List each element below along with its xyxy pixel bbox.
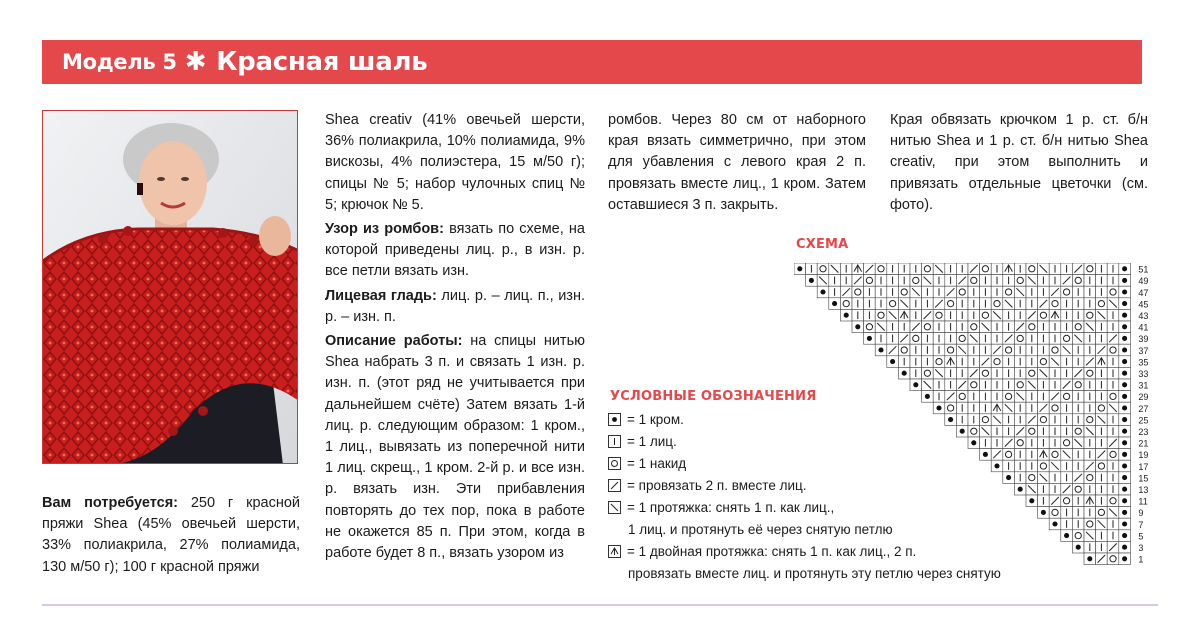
chart-row-number: 11 xyxy=(1138,496,1148,507)
chart-row-number: 15 xyxy=(1138,473,1149,484)
chart-row-number: 41 xyxy=(1138,322,1149,333)
chart-row-number: 31 xyxy=(1138,380,1149,391)
chart-row xyxy=(922,391,1131,403)
legend-text: = 1 лиц. xyxy=(627,433,677,449)
instructions-column-4 xyxy=(890,110,1148,219)
legend xyxy=(608,408,1048,584)
chart-row-number: 49 xyxy=(1138,276,1149,287)
chart-row xyxy=(875,344,1130,356)
legend-text: 1 лиц. и протянуть её через снятую петлю xyxy=(628,521,893,537)
pattern-text: вязать по схеме, на которой приведены лиц. р., в изн. р. все петли вязать изн. xyxy=(325,221,585,280)
chart-row-number: 23 xyxy=(1138,427,1149,437)
legend-item xyxy=(608,562,1048,584)
chart-row-number: 33 xyxy=(1138,369,1149,379)
k2tog-icon xyxy=(608,479,621,492)
legend-item xyxy=(608,430,1048,452)
chart-row xyxy=(817,286,1130,298)
chart-row xyxy=(1049,518,1130,530)
chart-row-number: 37 xyxy=(1138,345,1149,356)
star-icon: ✱ xyxy=(184,47,207,77)
chart-row xyxy=(898,367,1130,379)
yarn-over-icon xyxy=(608,457,621,470)
stockinette-text: лиц. р. – лиц. п., изн. р. – изн. п. xyxy=(325,287,585,325)
chart-row-number: 7 xyxy=(1138,519,1144,530)
chart-row-number: 21 xyxy=(1138,438,1149,449)
instructions-column-3 xyxy=(608,110,866,219)
chart-row-number: 25 xyxy=(1138,415,1149,426)
ssk-icon xyxy=(608,501,621,514)
schema-title: СХЕМА xyxy=(796,237,849,252)
chart-row-number: 9 xyxy=(1138,508,1144,519)
chart-row xyxy=(794,263,1130,275)
woman-in-red-shawl-photo xyxy=(42,110,298,464)
legend-text: провязать вместе лиц. и протянуть эту петлю через снятую xyxy=(628,565,1001,581)
pattern-label: Узор из ромбов: xyxy=(325,221,444,238)
legend-text: = 1 накид xyxy=(627,455,687,471)
chart-row xyxy=(887,356,1131,368)
model-number: Модель 5 xyxy=(62,50,177,74)
chart-row-number: 35 xyxy=(1138,357,1149,368)
legend-text: = провязать 2 п. вместе лиц. xyxy=(627,477,807,493)
chart-row-number: 43 xyxy=(1138,311,1149,321)
description-label: Описание работы: xyxy=(325,333,463,350)
chart-row xyxy=(1072,541,1130,553)
header-banner xyxy=(42,40,1142,84)
chart-row xyxy=(1084,553,1130,565)
legend-title: УСЛОВНЫЕ ОБОЗНАЧЕНИЯ xyxy=(610,389,817,404)
chart-row-number: 13 xyxy=(1138,485,1149,495)
legend-text: = 1 двойная протяжка: снять 1 п. как лиц., 2 п. xyxy=(627,543,917,559)
instructions-column-2 xyxy=(325,110,585,567)
legend-item xyxy=(608,474,1048,496)
materials-text: Shea creativ (41% овечьей шерсти, 36% полиакрила, 10% полиамида, 9% вискозы, 4% полиэстера, 15 м/50 г); спицы № 5; набор чулочных спиц № 5; крючок № 5. xyxy=(325,112,585,213)
chart-row-number: 29 xyxy=(1138,392,1149,403)
needs-text: 250 г красной пряжи Shea (45% овечьей шерсти, 33% полиакрила, 27% полиамида, 130 м/50 г); 100 г красной пряжи xyxy=(42,495,300,575)
stockinette-label: Лицевая гладь: xyxy=(325,287,437,304)
chart-row-number: 51 xyxy=(1138,264,1149,275)
legend-item xyxy=(608,408,1048,430)
chart-row-number: 27 xyxy=(1138,403,1149,414)
chart-row xyxy=(852,321,1130,333)
double-decrease-icon xyxy=(608,545,621,558)
bottom-divider xyxy=(42,604,1158,606)
continuation-text: ромбов. Через 80 см от наборного края вязать симметрично, при этом для убавления с левого края 2 п. провязать вместе лиц., 1 кром. Затем оставшиеся 3 п. закрыть. xyxy=(608,112,866,213)
legend-item xyxy=(608,518,1048,540)
chart-row-number: 17 xyxy=(1138,461,1149,472)
chart-row xyxy=(829,298,1131,310)
chart-row-number: 1 xyxy=(1138,554,1144,565)
chart-row xyxy=(840,309,1130,321)
chart-row xyxy=(864,333,1131,345)
page-title: Красная шаль xyxy=(216,47,428,77)
edge-stitch-icon xyxy=(608,413,621,426)
materials-column-1 xyxy=(42,493,300,581)
legend-item xyxy=(608,540,1048,562)
chart-row xyxy=(1061,530,1131,542)
chart-row-number: 39 xyxy=(1138,334,1149,345)
description-text: на спицы нитью Shea набрать 3 п. и связать 1 изн. р. изн. п. (этот ряд не учитывается при дальнейшем счёте) Затем вязать 1-й лиц. р. следующим образом: 1 кром., 1 лиц., вывязать из поперечной нити 1 лиц. скрещ., 1 кром. 2-й р. и все изн. р. вязать изн. Эти прибавления повторять до тех пор, пока в работе не окажется 85 п. При этом, когда в работе будет 8 п., вязать узором из xyxy=(325,333,585,562)
chart-row-number: 47 xyxy=(1138,287,1149,298)
chart-row-number: 3 xyxy=(1138,543,1144,553)
chart-row xyxy=(806,275,1131,287)
chart-row-number: 5 xyxy=(1138,531,1144,542)
legend-item xyxy=(608,496,1048,518)
chart-row-number: 19 xyxy=(1138,450,1149,461)
chart-row-number: 45 xyxy=(1138,299,1149,310)
knit-stitch-icon xyxy=(608,435,621,448)
legend-text: = 1 протяжка: снять 1 п. как лиц., xyxy=(627,499,835,515)
legend-item xyxy=(608,452,1048,474)
chart-row xyxy=(910,379,1130,391)
finishing-text: Края обвязать крючком 1 р. ст. б/н нитью Shea и 1 р. ст. б/н нитью Shea creativ, при этом выполнить и привязать отдельные цветочки (см. фото). xyxy=(890,112,1148,213)
chart-row xyxy=(1038,507,1131,519)
needs-label: Вам потребуется: xyxy=(42,495,178,511)
legend-text: = 1 кром. xyxy=(627,411,684,427)
